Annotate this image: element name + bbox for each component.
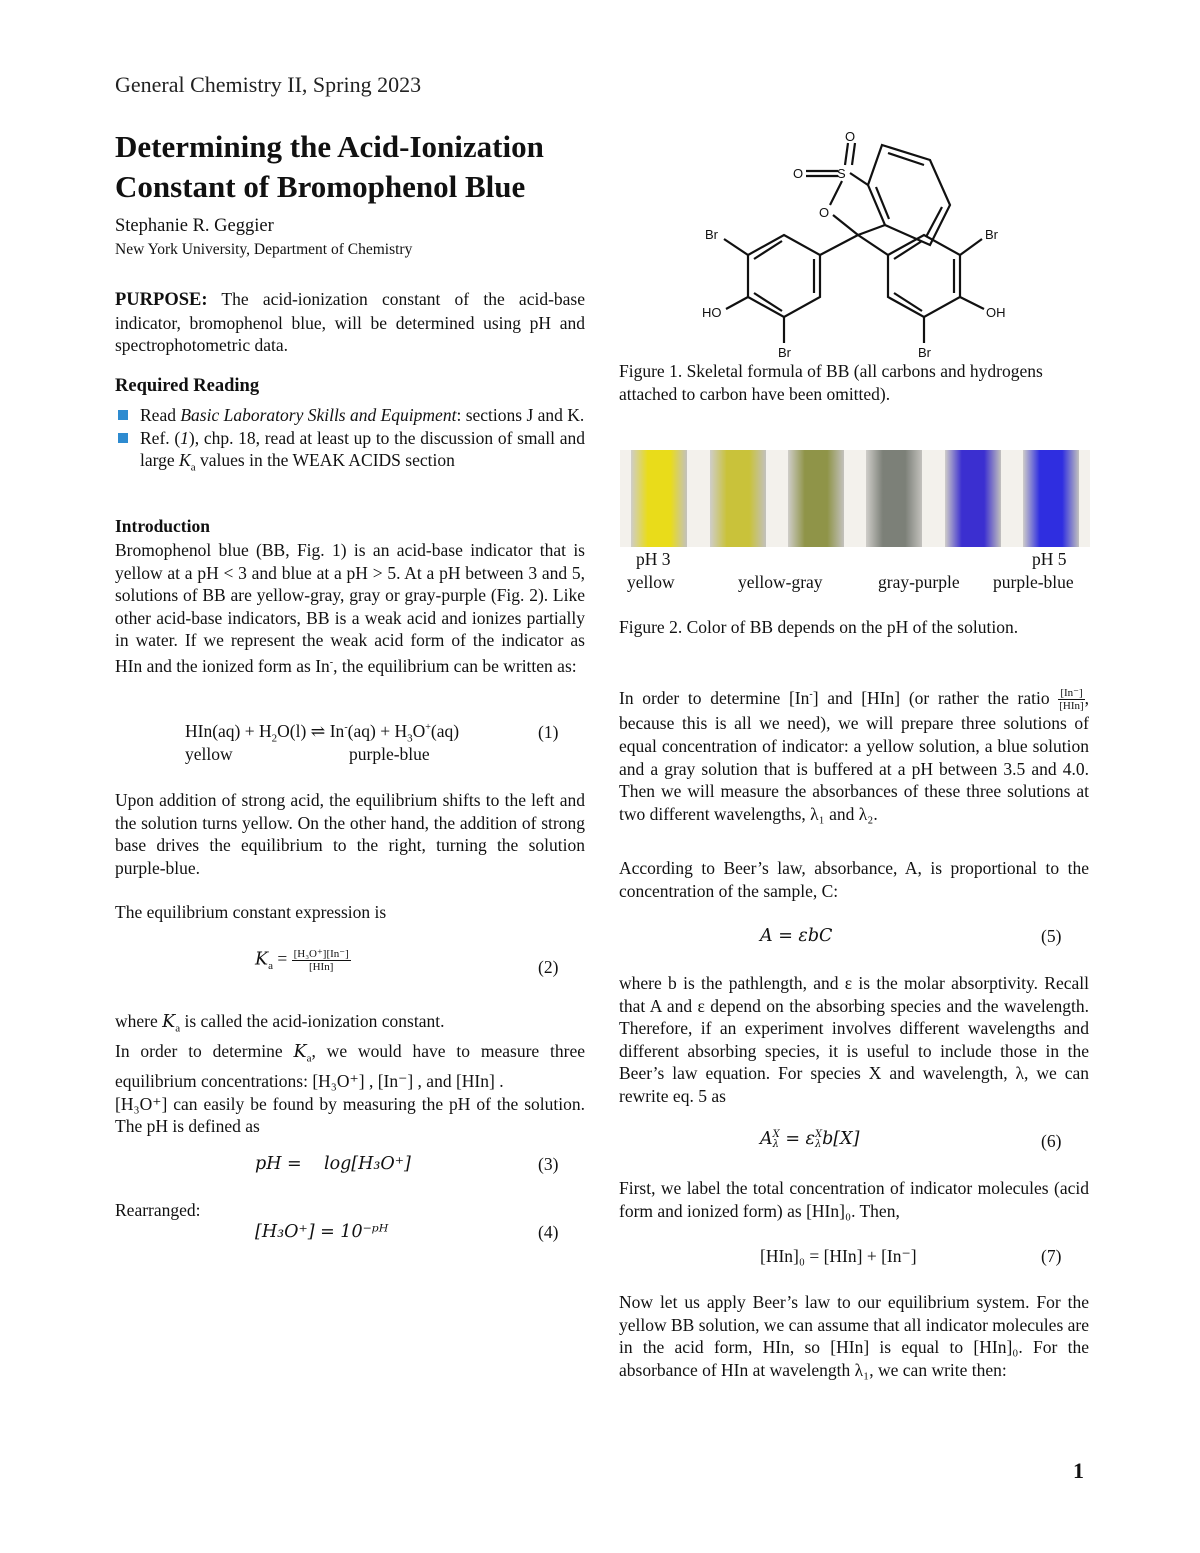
mol-o-top: O [845,129,856,144]
pathlength-paragraph: where b is the pathlength, and ε is the molar absorptivity. Recall that A and ε depend on the absorbing species and the wavelength. Therefore, if an experiment involves different wavelengths and different absorbing species, it is useful to include those in the Beer’s law equation. For species X and wavelength, λ, we can rewrite eq. 5 as [619,973,1089,1106]
color-strip-photo [620,450,1090,547]
equilibrium-shift-paragraph: Upon addition of strong acid, the equilibrium shifts to the left and the solution turns yellow. On the other hand, the addition of strong base drives the equilibrium to the right, turning the solution purple-blue. [115,790,585,878]
equation-1-number: (1) [538,722,559,742]
test-tube [631,450,687,547]
reading-item-2: Ref. (1), chp. 18, read at least up to the discussion of small and large $K_a$ values in the WEAK ACIDS section [115,427,585,480]
apply-beer-paragraph: Now let us apply Beer’s law to our equilibrium system. For the yellow BB solution, we can assume that all indicator molecules are in the acid form, HIn, so [HIn] is equal to [HIn]₀. For the absorbance of HIn at wavelength λ₁, we can write then: [619,1292,1089,1380]
reading-list [115,404,585,479]
reading-heading: Required Reading [115,376,260,396]
affiliation: New York University, Department of Chemistry [115,241,413,258]
strip-label-gray-purple: gray-purple [878,572,960,592]
test-tube [866,450,922,547]
equation-6-number: (6) [1041,1131,1062,1151]
bromophenol-blue-structure [690,125,1030,365]
title-line-2: Constant of Bromophenol Blue [115,169,526,204]
strip-ph5: pH 5 [1032,549,1067,569]
mol-br-bottom-right: Br [918,345,931,360]
intro-paragraph: Bromophenol blue (BB, Fig. 1) is an acid-base indicator that is yellow at a pH < 3 and blue at a pH > 5. At a pH between 3 and 5, solutions of BB are yellow-gray, gray or gray-purple (Fig. 2). Like other acid-base indicators, BB is a weak acid and ionizes partially in water. If we represent the weak acid form of the indicator as HIn and the ionized form as In-, the equilibrium can be written as: [115,540,585,676]
page-number: 1 [1073,1458,1084,1483]
purpose-paragraph [115,288,585,357]
equation-3-number: (3) [538,1154,559,1174]
mol-o-left: O [793,166,804,181]
ratio-paragraph: In order to determine [In-] and [HIn] (or rather the ratio $\frac{[In^-]}{\text{[HIn]}}$ , because this is all we need), we will prepare three solutions of equal concentration of indicator: a yellow solution, a blue solution and a gray solution that is buffered at a pH between 3.5 and 4.0. Then we will measure the absorbances of these three solutions at two different wavelengths, λ₁ and λ₂. [619,687,1090,824]
equation-2-number: (2) [538,957,559,977]
strip-label-purple-blue: purple-blue [993,572,1074,592]
mol-ho: HO [702,305,722,320]
reading-item-1: Read Basic Laboratory Skills and Equipment: sections J and K. [115,404,585,427]
intro-heading: Introduction [115,516,210,536]
figure-1-caption: Figure 1. Skeletal formula of BB (all carbons and hydrogens attached to carbon have been omitted). [619,361,1043,404]
equation-6: A X λ = ε X λ b[X] [760,1128,860,1150]
equation-5: A = εbC [760,926,833,946]
strip-label-yellow: yellow [627,572,675,592]
mol-oh: OH [986,305,1006,320]
equation-4: [H₃O⁺] = 10⁻ᵖᴴ [255,1222,389,1242]
purpose-text: The acid-ionization constant of the acid-base indicator, bromophenol blue, will be determined using pH and spectrophotometric data. [115,289,585,356]
purpose-label: PURPOSE: [115,290,208,310]
mol-br-top-left: Br [705,227,718,242]
strip-ph3: pH 3 [636,549,671,569]
test-tube [1023,450,1079,547]
eq1-label-purple-blue: purple-blue [349,744,430,764]
rearranged-label: Rearranged: [115,1200,201,1220]
ratio-fraction: $\frac{[In^-]}{\text{[HIn]}}$ [1059,687,1084,713]
beer-law-paragraph: According to Beer’s law, absorbance, A, is proportional to the concentration of the sample, C: [619,858,1089,901]
bullet-icon [118,433,128,443]
total-concentration-paragraph: First, we label the total concentration of indicator molecules (acid form and ionized form) as [HIn]₀. Then, [619,1178,1089,1221]
ka-fraction: $\frac{\text{[H₃O⁺][In⁻]}}{\text{[HIn]}}$ [293,948,349,973]
equation-2: $K_a$ = $\frac{\text{[H₃O⁺][In⁻]}}{\text{[HIn]}}$ [255,948,349,973]
test-tube [945,450,1001,547]
page-title [115,127,595,207]
eq1-label-yellow: yellow [185,744,233,764]
title-line-1: Determining the Acid-Ionization [115,129,544,164]
figure-2-caption: Figure 2. Color of BB depends on the pH of the solution. [619,617,1019,637]
mol-br-bottom-left: Br [778,345,791,360]
equation-7-number: (7) [1041,1246,1062,1266]
course-header: General Chemistry II, Spring 2023 [115,72,422,97]
constant-intro: The equilibrium constant expression is [115,902,387,922]
strip-label-yellow-gray: yellow-gray [738,572,823,592]
equation-1: $HIn(aq) + H_2O(l)$ ⇌ $In^-(aq) + H_3O^+(aq)$ [185,721,460,745]
mol-br-top-right: Br [985,227,998,242]
ka-paragraph: where $K_a$ is called the acid-ionization constant. In order to determine $K_a$, we would have to measure three equilibrium concentrations: [H₃O⁺] , [In⁻] , and [HIn] . [H₃O⁺] can easily be found by measuring the pH of the solution. The pH is defined as [115,1011,585,1137]
test-tube [710,450,766,547]
mol-s: S [837,166,846,181]
equation-4-number: (4) [538,1222,559,1242]
mol-o-ring: O [819,205,830,220]
bullet-icon [118,410,128,420]
equation-7: [HIn]₀ = [HIn] + [In⁻] [760,1246,917,1266]
test-tube [788,450,844,547]
author-name: Stephanie R. Geggier [115,216,274,236]
equation-5-number: (5) [1041,926,1062,946]
equation-3: pH = log[H₃O⁺] [255,1154,411,1174]
